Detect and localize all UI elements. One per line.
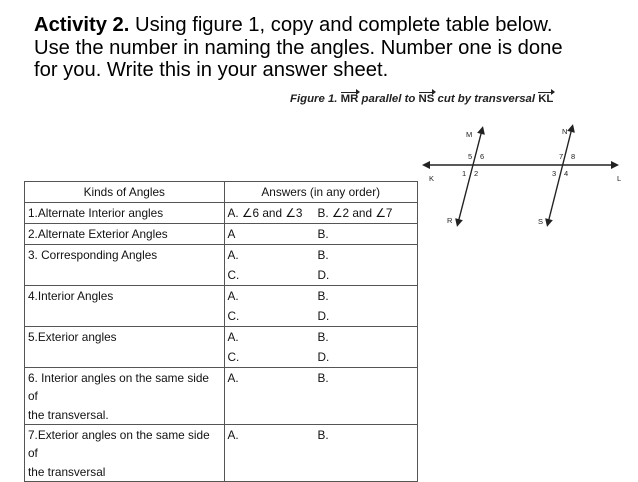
segment-mr-label: MR	[340, 93, 359, 105]
answer-a: A.	[227, 371, 239, 385]
kind-cell	[25, 425, 225, 482]
answer-b: B. ∠2 and ∠7	[317, 206, 393, 220]
point-m-label: M	[466, 130, 473, 139]
answer-b: B.	[317, 289, 329, 303]
table-row	[25, 203, 418, 224]
instruction-line-1-rest: Using figure 1, copy and complete table below.	[129, 14, 553, 36]
table-row	[25, 224, 418, 245]
angle-3-label: 3	[552, 169, 557, 178]
kind-line-2: the transversal.	[28, 408, 109, 422]
activity-label: Activity 2.	[34, 14, 130, 36]
caption-cut-text: cut by transversal	[437, 93, 536, 105]
point-s-label: S	[538, 217, 544, 226]
answer-cell	[224, 327, 418, 348]
answer-cell	[224, 306, 418, 327]
table-row	[25, 368, 418, 425]
table-row	[25, 425, 418, 482]
answer-a: A.	[227, 248, 239, 262]
kind-line-1: 7.Exterior angles on the same side of	[28, 428, 210, 460]
instruction-line-1	[34, 14, 624, 37]
segment-ns-label: NS	[418, 93, 435, 105]
answer-cell	[224, 347, 418, 368]
answer-cell	[224, 203, 418, 224]
kind-cell: 5.Exterior angles	[25, 327, 225, 348]
answer-cell	[224, 286, 418, 307]
angles-table	[24, 181, 418, 482]
answer-d: D.	[317, 309, 330, 323]
answer-c: C.	[227, 309, 240, 323]
point-n-label: N	[562, 127, 568, 136]
answer-a: A.	[227, 289, 239, 303]
answer-cell	[224, 368, 418, 425]
angle-5-label: 5	[468, 152, 473, 161]
angle-6-label: 6	[480, 152, 485, 161]
kind-cell	[25, 265, 225, 286]
header-answers: Answers (in any order)	[224, 182, 418, 203]
angle-7-label: 7	[559, 152, 564, 161]
figure-caption	[290, 93, 553, 105]
answer-b: B.	[317, 428, 329, 442]
table-row	[25, 306, 418, 327]
figure-caption-prefix: Figure 1.	[290, 93, 338, 105]
answer-cell	[224, 245, 418, 266]
answer-c: C.	[227, 268, 240, 282]
point-r-label: R	[447, 216, 453, 225]
table-header-row	[25, 182, 418, 203]
angle-4-label: 4	[564, 169, 569, 178]
table-row	[25, 245, 418, 266]
table-row	[25, 347, 418, 368]
answer-b: B.	[317, 248, 329, 262]
answer-b: B.	[317, 371, 329, 385]
kind-line-1: 6. Interior angles on the same side of	[28, 371, 209, 403]
answer-d: D.	[317, 350, 330, 364]
segment-kl-label: KL	[538, 93, 554, 105]
angle-2-label: 2	[474, 169, 479, 178]
table-row	[25, 327, 418, 348]
point-l-label: L	[617, 174, 622, 183]
activity-instructions	[34, 14, 624, 82]
kind-cell	[25, 368, 225, 425]
kind-cell: 1.Alternate Interior angles	[25, 203, 225, 224]
instruction-line-3: for you. Write this in your answer sheet.	[34, 59, 389, 81]
kind-cell	[25, 306, 225, 327]
answer-a: A.	[227, 428, 239, 442]
table-row	[25, 265, 418, 286]
kind-cell: 4.Interior Angles	[25, 286, 225, 307]
answer-cell	[224, 224, 418, 245]
angle-8-label: 8	[571, 152, 576, 161]
answer-cell	[224, 425, 418, 482]
answer-a: A	[227, 227, 236, 241]
header-kinds-of-angles: Kinds of Angles	[25, 182, 225, 203]
answer-a: A.	[227, 330, 239, 344]
answer-b: B.	[317, 330, 329, 344]
instruction-line-2: Use the number in naming the angles. Number one is done	[34, 36, 563, 59]
angle-1-label: 1	[462, 169, 467, 178]
kind-cell	[25, 347, 225, 368]
kind-cell: 3. Corresponding Angles	[25, 245, 225, 266]
kind-cell: 2.Alternate Exterior Angles	[25, 224, 225, 245]
answer-d: D.	[317, 268, 330, 282]
point-k-label: K	[429, 174, 435, 183]
answer-a: A. ∠6 and ∠3	[227, 206, 303, 220]
answer-b: B.	[317, 227, 329, 241]
answer-cell	[224, 265, 418, 286]
parallel-lines-figure	[420, 120, 635, 235]
kind-line-2: the transversal	[28, 465, 106, 479]
caption-parallel-text: parallel to	[361, 93, 416, 105]
answer-c: C.	[227, 350, 240, 364]
table-row	[25, 286, 418, 307]
